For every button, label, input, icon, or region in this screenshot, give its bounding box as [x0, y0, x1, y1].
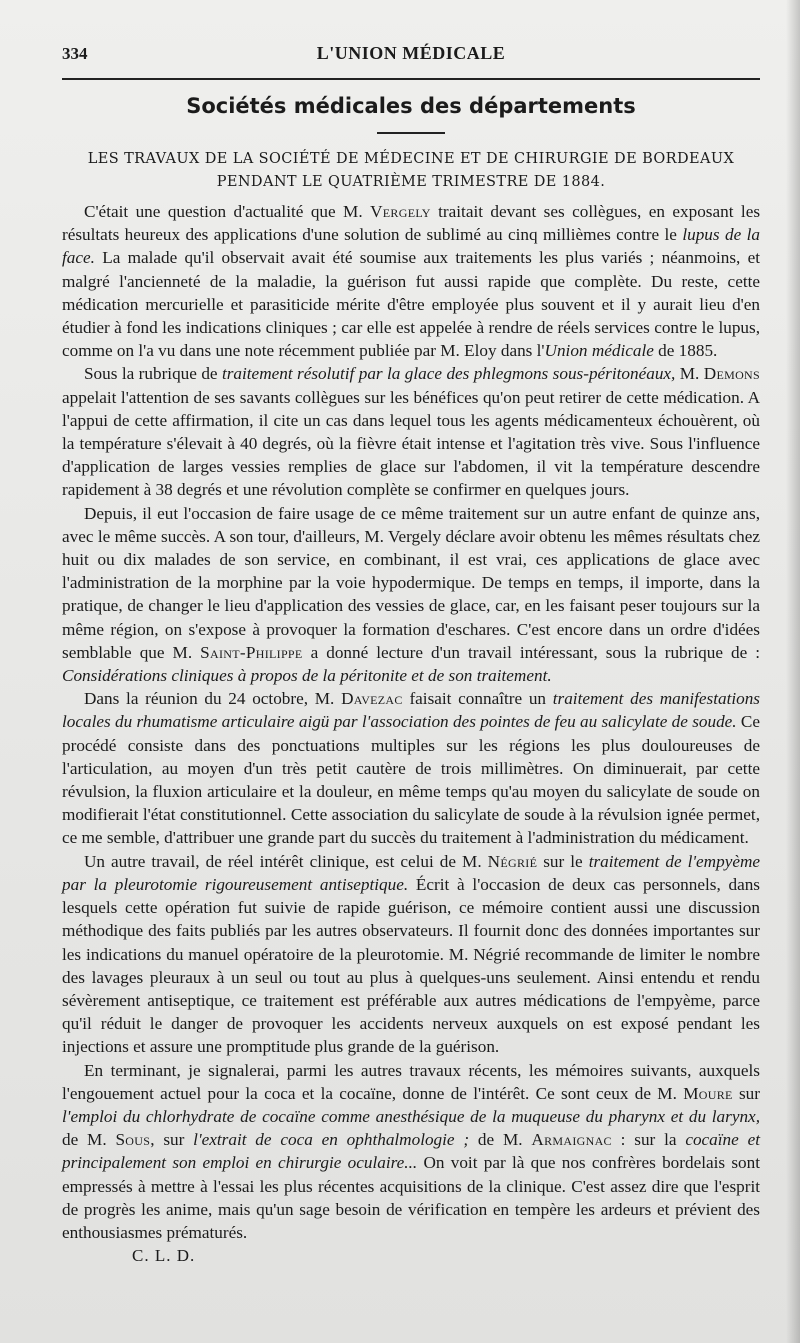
article-title-line-1: LES TRAVAUX DE LA SOCIÉTÉ DE MÉDECINE ET DE CHIRURGIE DE BORDEAUX — [87, 151, 735, 167]
signature: C. L. D. — [132, 1246, 196, 1266]
article-title — [62, 148, 760, 194]
paragraph-4: Dans la réunion du 24 octobre, M. Davezac faisait connaître un traitement des manifestations locales du rhumatisme articulaire aigü par l'association des pointes de feu au salicylate de soude. Ce procédé consiste dans des ponctuations multiples sur les régions les plus douloureuses de l'articulation, au moyen d'un très petit cautère de trois millimètres. On diminuerait, par cette révulsion, la fluxion articulaire et la douleur, en même temps qu'au moyen du salicylate de soude on modifierait l'état constitutionnel. Cette association du salicylate de soude à la révulsion ignée permet, ce me semble, d'attribuer une grande part du succès du traitement à l'administration du médicament. — [62, 689, 761, 848]
section-title: Sociétés médicales des départements — [186, 94, 636, 118]
paragraph-6: En terminant, je signalerai, parmi les autres travaux récents, les mémoires suivants, auxquels l'engouement actuel pour la coca et la cocaïne, donne de l'intérêt. Ce sont ceux de M. Moure sur l'emploi du chlorhydrate de cocaïne comme anesthésique de la muqueuse du pharynx et du larynx, de M. Sous, sur l'extrait de coca en ophthalmologie ; de M. Armaignac : sur la cocaïne et principalement son emploi en chirurgie oculaire... On voit par là que nos confrères bordelais sont empressés à mettre à l'essai les plus récentes acquisitions de la clinique. C'est assez dire que l'esprit de progrès les anime, mais qu'un sage besoin de vérification en tempère les ardeurs et prévient des enthousiasmes prématurés. — [62, 1060, 761, 1242]
paragraph-2: Sous la rubrique de traitement résolutif par la glace des phlegmons sous-péritonéaux, M. Demons appelait l'attention de ses savants collègues sur les bénéfices qu'on peut retirer de cette médication. A l'appui de cette affirmation, il cite un cas dans lequel tous les agents médicamenteux échouèrent, où la température s'élevait à 40 degrés, où la fièvre était intense et l'agitation très vive. Sous l'influence d'application de larges vessies remplies de glace sur l'abdomen, il vit la température descendre rapidement à 38 degrés et une révolution complète se confirmer en quelques jours. — [62, 364, 760, 500]
journal-title: L'UNION MÉDICALE — [316, 43, 506, 63]
header-rule — [62, 78, 760, 80]
paragraph-3: Depuis, il eut l'occasion de faire usage de ce même traitement sur un autre enfant de quinze ans, avec le même succès. A son tour, d'ailleurs, M. Vergely déclare avoir obtenu les mêmes résultats chez huit ou dix malades de son service, en combinant, il est vrai, ces applications de glace avec l'administration de la morphine par la voie hypodermique. De temps en temps, il importe, dans la pratique, de changer le lieu d'application des vessies de glace, car, en les faisant peser toujours sur la même région, on s'expose à provoquer la formation d'eschares. C'est encore dans un ordre d'idées semblable que M. Saint-Philippe a donné lecture d'un travail intéressant, sous la rubrique de : Considérations cliniques à propos de la péritonite et de son traitement. — [62, 503, 761, 686]
author-name: Armaignac — [531, 1130, 612, 1150]
running-header — [62, 0, 760, 76]
page-edge-shadow — [786, 0, 800, 1343]
paragraph-1: C'était une question d'actualité que M. Vergely traitait devant ses collègues, en exposant les résultats heureux des applications d'une solution de sublimé au cinq millièmes contre le lupus de la face. La malade qu'il observait avait été soumise aux traitements les plus variés ; néanmoins, et malgré l'ancienneté de la maladie, la guérison fut aussi rapide que complète. Du reste, cette médication mercurielle et parasiticide mérite d'être employée plus souvent et il y aurait lieu d'en étudier à fond les indications cliniques ; car elle est appelée à rendre de réels services contre le lupus, comme on l'a vu dans une note récemment publiée par M. Eloy dans l'Union médicale de 1885. — [62, 202, 761, 361]
page-number: 334 — [62, 44, 88, 63]
author-name: Moure — [683, 1083, 733, 1103]
author-name: Sous — [115, 1130, 151, 1150]
author-name: Vergely — [370, 202, 431, 221]
author-name: Saint-Philippe — [200, 642, 303, 662]
author-name: Demons — [703, 364, 760, 384]
article-title-line-2: PENDANT LE QUATRIÈME TRIMESTRE DE 1884. — [216, 174, 606, 190]
paragraph-5: Un autre travail, de réel intérêt clinique, est celui de M. Négrié sur le traitement de l'empyème par la pleurotomie rigoureusement antiseptique. Écrit à l'occasion de deux cas personnels, dans lesquels cette opération fut suivie de rapide guérison, ce mémoire contient aussi une discussion méthodique des faits publiés par les autres observateurs. Il fournit donc des données importantes sur les indications du manuel opératoire de la pleurotomie. M. Négrié recommande de limiter le nombre des lavages pleuraux à un seul ou tout au plus à quelques-uns seulement. Ainsi entendu et rendu sévèrement antiseptique, ce traitement est préférable aux autres médications de l'empyème, parce qu'il réduit le danger de provoquer les accidents nerveux auxquels on est exposé pendant les injections et assure une promptitude plus grande de la guérison. — [62, 851, 760, 1057]
article-body — [62, 200, 760, 1244]
section-divider — [377, 132, 445, 134]
author-name: Davezac — [341, 689, 403, 709]
author-name: Négrié — [487, 851, 538, 871]
